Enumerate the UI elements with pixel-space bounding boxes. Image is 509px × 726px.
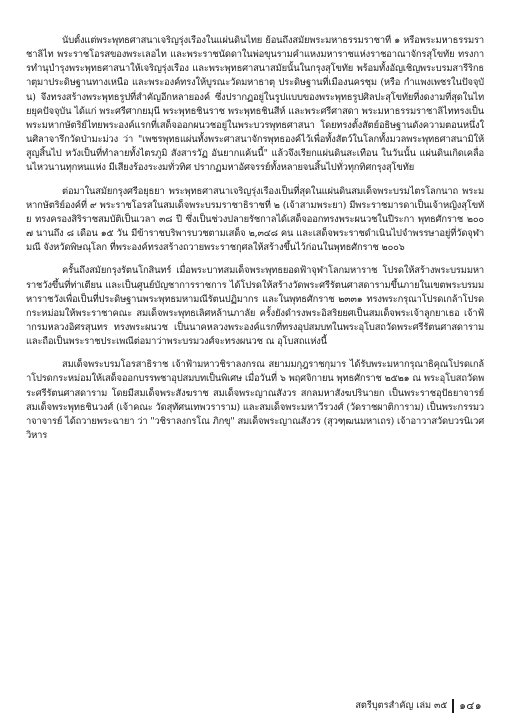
paragraph-2	[26, 185, 484, 256]
page-number: ๑๔๑	[459, 700, 482, 712]
paragraph-3-text: ครั้นถึงสมัยกรุงรัตนโกสินทร์ เมื่อพระบาทสมเด็จพระพุทธยอดฟ้าจุฬาโลกมหาราช โปรดให้สร้างพระบรมมหาราชวังขึ้นที่ท่าเตียน และเป็นศูนย์บัญชาการราชการ ได้โปรดให้สร้างวัดพระศรีรัตนศาสดารามขึ้นภายในเขตพระบรมมหาราชวังเพื่อเป็นที่ประดิษฐานพระพุทธมหามณีรัตนปฏิมากร และในพุทธศักราช ๒๓๓๑ ทรงพระกรุณาโปรดเกล้าโปรดกระหม่อมให้พระราชาคณะ สมเด็จพระพุทธเลิศหล้านภาลัย ครั้งยังดำรงพระอิสริยยศเป็นสมเด็จพระเจ้าลูกยาเธอ เจ้าฟ้ากรมหลวงอิศรสุนทร ทรงพระผนวช เป็นนาคหลวงพระองค์แรกที่ทรงอุปสมบทในพระอุโบสถวัดพระศรีรัตนศาสดาราม และถือเป็นพระราชประเพณีต่อมาว่าพระบรมวงศ์จะทรงผนวช ณ อุโบสถแห่งนี้	[26, 265, 484, 348]
paragraph-1	[26, 34, 484, 176]
paragraph-4	[26, 358, 484, 443]
paragraph-3	[26, 264, 484, 349]
publication-title: สตรีบุตรสำคัญ เล่ม ๓๕	[355, 700, 448, 711]
paragraph-1-text: นับตั้งแต่พระพุทธศาสนาเจริญรุ่งเรืองในแผ่นดินไทย ย้อนถึงสมัยพระมหาธรรมราชาที่ ๑ หรือพระมหาธรรมราชาลิไท พระราชโอรสของพระเลอไท และพระราชนัดดาในพ่อขุนรามคำแหงมหาราชแห่งราชอาณาจักรสุโขทัย ทรงการทำนุบำรุงพระพุทธศาสนาให้เจริญรุ่งเรือง และพระพุทธศาสนาสมัยนั้นในกรุงสุโขทัย พร้อมทั้งอัญเชิญพระบรมสารีริกธาตุมาประดิษฐานทางเหนือ และพระองค์ทรงให้บูรณะวัดมหาธาตุ ประดิษฐานที่เมืองนครชุม (หรือ กำแพงเพชรในปัจจุบัน) จึงทรงสร้างพระพุทธรูปที่สำคัญอีกหลายองค์ ซึ่งปรากฏอยู่ในรูปแบบของพระพุทธรูปศิลปะสุโขทัยที่งดงามที่สุดในไทยยุคปัจจุบัน ได้แก่ พระศรีศากยมุนี พระพุทธชินราช พระพุทธชินสีห์ และพระศรีศาสดา พระมหาธรรมราชาลิไททรงเป็นพระมหากษัตริย์ไทยพระองค์แรกที่เสด็จออกผนวชอยู่ในพระบวรพุทธศาสนา โดยทรงตั้งสัตย์อธิษฐานดังความตอนหนึ่งในศิลาจารึกวัดป่ามะม่วง ว่า "เพชรพุทธแผ่นทั้งพระศาสนาจักรพุทธองค์ไว้เพื่อทั้งสัตว์ในโลกทั้งมวลพระพุทธศาสนามิให้สูญสิ้นไป หวังเป็นที่ทำลายทั้งไตรภูมิ สังสารวัฏ อันยากแค้นนี้" แล้วจึงเรียกแผ่นดินสะเทือน ในวันนั้น แผ่นดินเกิดเคลื่อนไหวนานทุกหนแห่ง มีเสียงร้องระงมทั่วทิศ ปรากฏมหาอัศจรรย์ทั้งหลายจนสิ้นไปทั่วทุกทิศกรุงสุโขทัย	[26, 35, 484, 174]
document-page	[26, 34, 484, 704]
page-footer	[355, 697, 482, 714]
paragraph-4-text: สมเด็จพระบรมโอรสาธิราช เจ้าฟ้ามหาวชิราลงกรณ สยามมกุฎราชกุมาร ได้รับพระมหากรุณาธิคุณโปรดเกล้าโปรดกระหม่อมให้เสด็จออกบรรพชาอุปสมบทเป็นพิเศษ เมื่อวันที่ ๖ พฤศจิกายน พุทธศักราช ๒๕๒๑ ณ พระอุโบสถวัดพระศรีรัตนศาสดาราม โดยมีสมเด็จพระสังฆราช สมเด็จพระญาณสังวร สกลมหาสังฆปรินายก เป็นพระราชอุปัธยาจารย์ สมเด็จพระพุทธชินวงศ์ (เจ้าคณะ วัดสุทัศนเทพวราราม) และสมเด็จพระมหาวีรวงศ์ (วัดราชผาติการาม) เป็นพระกรรมวาจาจารย์ ได้ถวายพระฉายา ว่า "วชิราลงกรโณ ภิกขุ" สมเด็จพระญาณสังวร (สุวฑฺฒนมหาเถร) เจ้าอาวาสวัดบวรนิเวศวิหาร	[26, 359, 484, 442]
paragraph-2-text: ต่อมาในสมัยกรุงศรีอยุธยา พระพุทธศาสนาเจริญรุ่งเรืองเป็นที่สุดในแผ่นดินสมเด็จพระบรมไตรโลกนาถ พระมหากษัตริย์องค์ที่ ๙ พระราชโอรสในสมเด็จพระบรมราชาธิราชที่ ๒ (เจ้าสามพระยา) มีพระราชมารดาเป็นเจ้าหญิงสุโขทัย ทรงครองสิริราชสมบัติเป็นเวลา ๓๘ ปี ซึ่งเป็นช่วงปลายรัชกาลได้เสด็จออกทรงพระผนวชในปีระกา พุทธศักราช ๒๐๐๗ นานถึง ๘ เดือน ๑๕ วัน มีข้าราชบริพารบวชตามเสด็จ ๒,๓๔๘ คน และเสด็จพระราชดำเนินไปจำพรรษาอยู่ที่วัดจุฬามณี จังหวัดพิษณุโลก ที่พระองค์ทรงสร้างถวายพระราชกุศลให้สร้างขึ้นไว้ก่อนในพุทธศักราช ๒๐๐๖	[26, 185, 484, 254]
footer-divider	[452, 699, 454, 713]
